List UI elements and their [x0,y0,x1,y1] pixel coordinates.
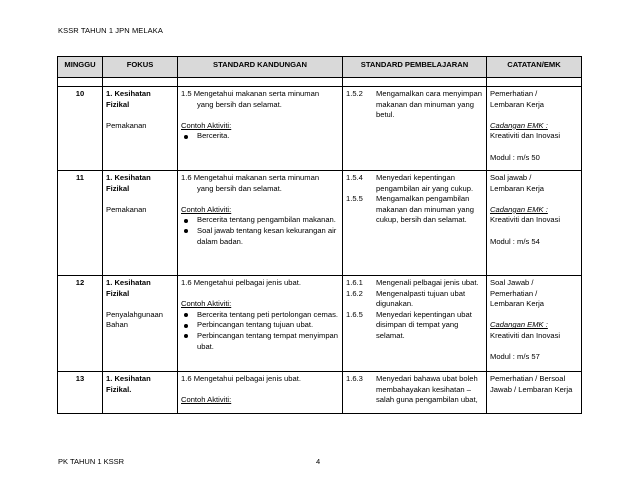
table-row [58,87,582,171]
sk-text-cont: yang bersih dan selamat. [197,99,282,109]
sk-code: 1.6 [181,173,192,182]
sk-text: Mengetahui pelbagai jenis ubat. [193,278,301,287]
sp-cell [343,372,487,414]
col-fokus: FOKUS [103,57,178,78]
catatan-cell [487,171,582,276]
sp-code: 1.6.5 [346,309,363,319]
fokus-sub: Pemakanan [106,204,147,214]
fokus-title: 1. Kesihatan Fizikal. [106,374,151,394]
minggu-cell: 10 [58,87,103,171]
emk-value: Kreativiti dan Inovasi [490,330,561,340]
emk-value: Kreativiti dan Inovasi [490,215,561,225]
aktiviti-bullet: Bercerita tentang pengambilan makanan. [181,215,339,226]
table-row [58,276,582,372]
page-header: KSSR TAHUN 1 JPN MELAKA [58,26,163,35]
fokus-cell [103,276,178,372]
catatan-line: Pemerhatian / [490,89,538,98]
sk-text-cont: yang bersih dan selamat. [197,183,282,193]
fokus-cell [103,171,178,276]
sp-item [346,89,483,121]
col-standard-kandungan: STANDARD KANDUNGAN [178,57,343,78]
catatan-line: Lembaran Kerja [490,299,545,309]
fokus-cell [103,87,178,171]
sp-item [346,310,483,342]
aktiviti-bullet: Bercerita. [181,131,339,142]
col-catatan: CATATAN/EMK [487,57,582,78]
page-footer: PK TAHUN 1 KSSR [58,457,124,466]
sk-code: 1.5 [181,89,192,98]
sk-cell [178,372,343,414]
sp-text: Mengenali pelbagai jenis ubat. [376,278,479,287]
catatan-line: Soal jawab / [490,173,532,182]
sp-code: 1.5.5 [346,194,363,204]
sp-cell [343,171,487,276]
fokus-title: 1. Kesihatan Fizikal [106,173,151,193]
sp-item [346,278,483,289]
emk-label: Cadangan EMK : [490,204,548,214]
sk-code: 1.6 [181,278,192,287]
fokus-sub: Penyalahgunaan Bahan [106,309,164,330]
catatan-cell [487,87,582,171]
catatan-line: Soal Jawab / [490,278,534,287]
sk-cell [178,87,343,171]
fokus-sub: Pemakanan [106,120,147,130]
sp-code: 1.6.3 [346,374,363,383]
modul-ref: Modul : m/s 50 [490,152,540,162]
sk-text: Mengetahui makanan serta minuman [193,89,320,98]
aktiviti-label: Contoh Aktiviti: [181,120,232,130]
aktiviti-bullet: Perbincangan tentang tujuan ubat. [181,320,339,331]
aktiviti-bullet: Perbincangan tentang tempat menyimpan ubat. [181,331,339,352]
emk-value: Kreativiti dan Inovasi [490,131,561,141]
catatan-line: Pemerhatian / Bersoal Jawab / Lembaran Kerja [490,374,573,394]
fokus-cell [103,372,178,414]
lesson-plan-table [57,56,582,414]
sp-code: 1.6.2 [346,288,363,298]
sp-code: 1.6.1 [346,278,363,287]
catatan-line: Lembaran Kerja [490,183,545,193]
sp-text: Mengamalkan pengambilan makanan dan minuman yang cukup, bersih dan selamat. [376,194,474,225]
table-header-row [58,57,582,78]
sk-text: Mengetahui pelbagai jenis ubat. [193,374,301,383]
minggu-cell: 11 [58,171,103,276]
aktiviti-bullet: Soal jawab tentang kesan kekurangan air dalam badan. [181,226,339,247]
minggu-cell: 13 [58,372,103,414]
aktiviti-label: Contoh Aktiviti: [181,204,232,214]
sp-item [346,194,483,226]
sp-item [346,173,483,194]
catatan-line: Lembaran Kerja [490,99,545,109]
sp-cell [343,276,487,372]
sp-cell [343,87,487,171]
modul-ref: Modul : m/s 54 [490,236,540,246]
catatan-cell [487,372,582,414]
aktiviti-bullet: Bercerita tentang peti pertolongan cemas. [181,310,339,321]
aktiviti-label: Contoh Aktiviti: [181,395,232,405]
sp-item [346,289,483,310]
modul-ref: Modul : m/s 57 [490,352,540,362]
fokus-title: 1. Kesihatan Fizikal [106,89,151,109]
sp-code: 1.5.4 [346,173,363,182]
fokus-title: 1. Kesihatan Fizikal [106,278,151,298]
table-row [58,171,582,276]
page-number: 4 [316,457,321,466]
minggu-cell: 12 [58,276,103,372]
emk-label: Cadangan EMK : [490,320,548,330]
sk-cell [178,171,343,276]
col-minggu: MINGGU [58,57,103,78]
sk-code: 1.6 [181,374,192,383]
col-standard-pembelajaran: STANDARD PEMBELAJARAN [343,57,487,78]
sp-code: 1.5.2 [346,89,363,98]
sp-text: Mengenalpasti tujuan ubat digunakan. [376,288,466,309]
sk-cell [178,276,343,372]
sp-item [346,374,483,406]
spacer-row [58,78,582,87]
table-row [58,372,582,414]
sp-text: Menyedari bahawa ubat boleh membahayakan kesihatan – salah guna pengambilan ubat, [376,374,478,405]
emk-label: Cadangan EMK : [490,120,548,130]
catatan-line: Pemerhatian / [490,288,538,298]
sk-text: Mengetahui makanan serta minuman [193,173,320,182]
sp-text: Menyedari kepentingan pengambilan air yang cukup. [376,173,474,193]
sp-text: Menyedari kepentingan ubat disimpan di tempat yang selamat. [376,309,472,340]
catatan-cell [487,276,582,372]
aktiviti-label: Contoh Aktiviti: [181,299,232,309]
sp-text: Mengamalkan cara menyimpan makanan dan minuman yang betul. [376,89,482,120]
